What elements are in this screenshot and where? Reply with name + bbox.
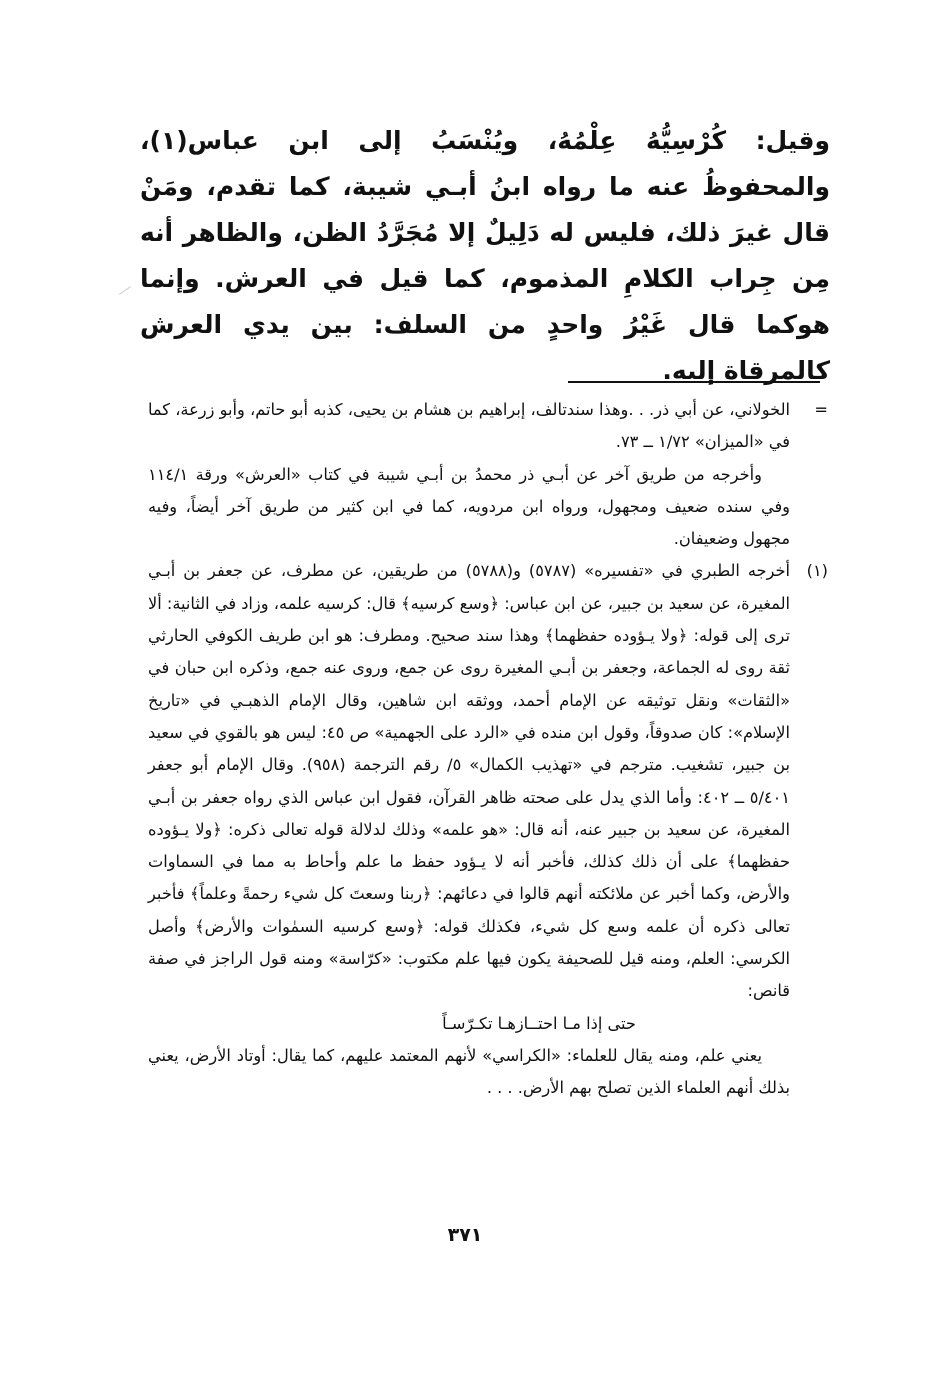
footnote-continued-paragraph-2: وأخرجه من طريق آخر عن أبـي ذر محمدُ بن أبـي شيبة في كتاب «العرش» ورقة ١١٤/١ وفي سنده ضعيف ومجهول، ورواه ابن مردويه، كما في ابن كثير من طريق آخر أيضاً، وفيه مجهول وضعيفان. — [148, 464, 790, 549]
footnote-continued-marker: = — [814, 400, 828, 419]
footnote-divider — [568, 381, 820, 383]
margin-mark — [119, 286, 131, 295]
main-paragraph: وقيل: كُرْسِيُّهُ عِلْمُهُ، ويُنْسَبُ إلى ابن عباس(١)، والمحفوظُ عنه ما رواه ابنُ أبـي شيبة، كما تقدم، ومَنْ قال غيرَ ذلك، فليس له دَلِيلٌ إلا مُجَرَّدُ الظن، والظاهر أنه مِن جِراب الكلامِ المذموم، كما قيل في العرش. وإنما هوكما قال غَيْرُ واحدٍ من السلف: بين يدي العرش كالمرقاة إليه. — [140, 126, 830, 385]
footnotes-section — [148, 394, 828, 1105]
footnote-1-paragraph-1: أخرجه الطبري في «تفسيره» (٥٧٨٧) و(٥٧٨٨) من طريقين، عن مطرف، عن جعفر بن أبـي المغيرة، عن سعيد بن جبير، عن ابن عباس: ﴿وسع كرسيه﴾ قال: كرسيه علمه، وزاد في الثانية: ألا ترى إلى قوله: ﴿ولا يـؤوده حفظهما﴾ وهذا سند صحيح. ومطرف: هو ابن طريف الكوفي الحارثي ثقة روى له الجماعة، وجعفر بن أبـي المغيرة روى عن جمع، وروى عنه جمع، وذكره ابن حبان في «الثقات» ونقل توثيقه عن الإمام أحمد، ووثقه ابن شاهين، وقال الإمام الذهبـي في «تاريخ الإسلام»: كان صدوقاً، وقول ابن منده في «الرد على الجهمية» ص ٤٥: ليس هو بالقوي في سعيد بن جبير، تشغيب. مترجم في «تهذيب الكمال» ٥/ رقم الترجمة (٩٥٨). وقال الإمام أبو جعفر ٥/٤٠١ ــ ٤٠٢: وأما الذي يدل على صحته ظاهر القرآن، فقول ابن عباس الذي رواه جعفر بن أبـي المغيرة، عن سعيد بن جبير عنه، أنه قال: «هو علمه» وذلك لدلالة قوله تعالى ذكره: ﴿ولا يـؤوده حفظهما﴾ على أن ذلك كذلك، فأخبر أنه لا يـؤود حفظ ما علم وأحاط به مما في السماوات والأرض، وكما أخبر عن ملائكته أنهم قالوا في دعائهم: ﴿ربنا وسعتَ كل شيء رحمةً وعلماً﴾ فأخبر تعالى ذكره أن علمه وسع كل شيء، فكذلك قوله: ﴿وسع كرسيه السمٰوات والأرض﴾ وأصل الكرسي: العلم، ومنه قيل للصحيفة يكون فيها علم مكتوب: «كرّاسة» ومنه قول الراجز في صفة قانص: — [148, 561, 791, 1001]
page-number: ٣٧١ — [447, 1224, 483, 1246]
footnote-1-paragraph-2: يعني علم، ومنه يقال للعلماء: «الكراسي» لأنهم المعتمد عليهم، كما يقال: أوتاد الأرض، يعني بذلك أنهم العلماء الذين تصلح بهم الأرض. . . . — [148, 1045, 790, 1098]
footnote-continued — [148, 394, 828, 555]
footnote-continued-paragraph-1: الخولاني، عن أبي ذر. . .وهذا سندتالف، إبراهيم بن هشام بن يحيى، كذبه أبو حاتم، وأبو زرعة، كما في «الميزان» ١/٧٢ ــ ٧٣. — [148, 400, 790, 452]
footnote-1 — [148, 555, 828, 1104]
footnote-1-verse: حتى إذا مـا احتــازهـا تكـرّسـاً — [442, 1013, 636, 1033]
main-text — [140, 118, 830, 394]
footnote-1-marker: (١) — [806, 561, 828, 581]
